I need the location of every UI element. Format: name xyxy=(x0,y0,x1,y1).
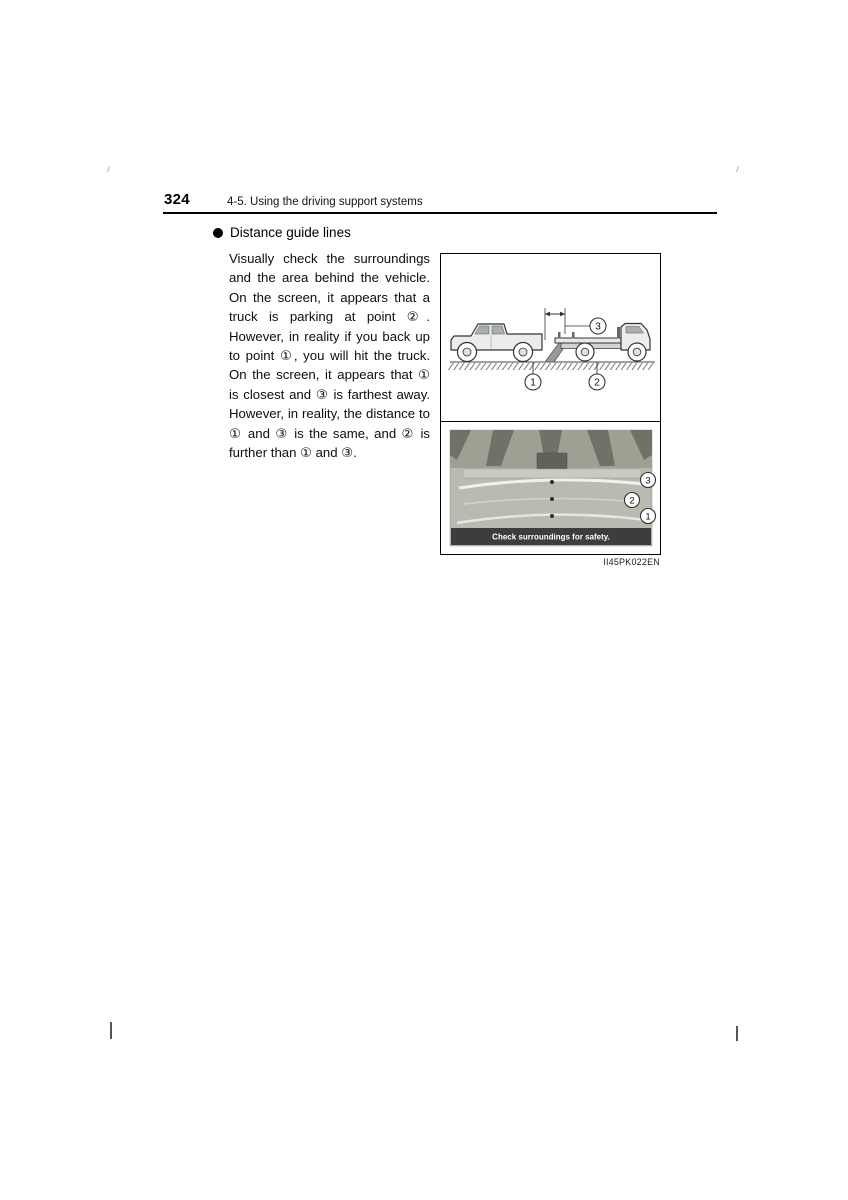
marker-2 xyxy=(625,493,640,508)
section-header: 4-5. Using the driving support systems xyxy=(227,195,423,208)
marker-1 xyxy=(525,374,541,390)
camera-caption: Check surroundings for safety. xyxy=(492,532,610,542)
crop-mark xyxy=(736,166,739,172)
pickup-truck-graphic xyxy=(451,324,542,362)
marker-1 xyxy=(641,509,656,524)
marker-3 xyxy=(641,473,656,488)
svg-text:3: 3 xyxy=(645,475,651,487)
crop-mark xyxy=(110,1022,112,1039)
bullet-heading xyxy=(213,225,351,240)
body-paragraph: Visually check the surroundings and the area behind the vehicle. On the screen, it appears that a truck is parking at point ②. However, in reality if you back up to point ①, you will hit the truck. On the screen, it appears that ① is closest and ③ is farthest away. However, in reality, the distance to ① and ③ is the same, and ② is further than ① and ③. xyxy=(229,251,430,461)
header-rule xyxy=(163,212,717,214)
center-dot xyxy=(550,480,554,484)
side-view-illustration xyxy=(441,254,660,421)
bumper-bar-graphic xyxy=(463,469,641,478)
svg-text:2: 2 xyxy=(629,495,635,507)
center-dot xyxy=(550,514,554,518)
figure-code: II45PK022EN xyxy=(603,557,660,567)
figure-box xyxy=(440,253,661,555)
svg-text:3: 3 xyxy=(595,321,601,333)
center-dot xyxy=(550,497,554,501)
hitch-graphic xyxy=(537,453,567,470)
bullet-icon xyxy=(213,228,223,238)
ground-line xyxy=(450,362,655,367)
page-number: 324 xyxy=(164,191,190,208)
camera-view-illustration xyxy=(441,422,660,554)
svg-text:1: 1 xyxy=(530,377,536,389)
crop-mark xyxy=(736,1026,738,1041)
marker-3 xyxy=(590,318,606,334)
camera-image xyxy=(450,430,652,546)
svg-text:1: 1 xyxy=(645,511,651,523)
marker-2 xyxy=(589,374,605,390)
crop-mark xyxy=(107,166,110,172)
bullet-heading-label: Distance guide lines xyxy=(230,225,351,240)
svg-text:2: 2 xyxy=(594,377,600,389)
dimension-arrow xyxy=(545,308,590,340)
